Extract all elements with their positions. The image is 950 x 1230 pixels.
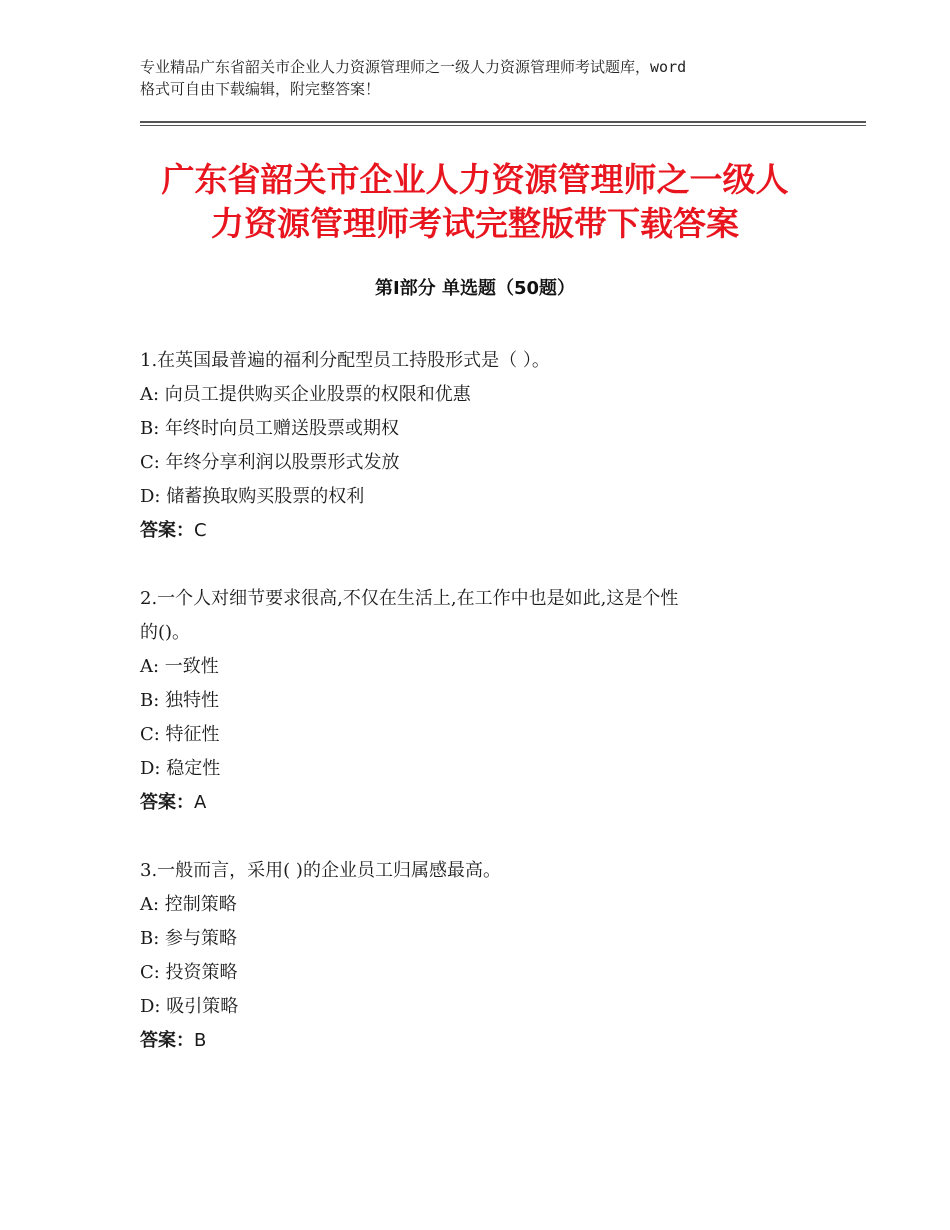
header-divider-thick — [140, 121, 866, 123]
answer-value: A — [194, 792, 207, 813]
answer-label: 答案： — [140, 1030, 194, 1051]
question-stem: 1.在英国最普遍的福利分配型员工持股形式是（ ）。 — [140, 350, 550, 371]
answer-label: 答案： — [140, 520, 194, 541]
option-c: C: 特征性 — [140, 724, 220, 745]
question-stem-continued: 的()。 — [140, 622, 191, 643]
question-stem: 3.一般而言，采用( )的企业员工归属感最高。 — [140, 860, 501, 881]
document-title — [100, 158, 850, 246]
answer-label: 答案： — [140, 792, 194, 813]
option-b: B: 年终时向员工赠送股票或期权 — [140, 418, 400, 439]
question-stem: 2.一个人对细节要求很高,不仅在生活上,在工作中也是如此,这是个性 — [140, 588, 679, 609]
question-item — [140, 344, 820, 548]
answer-line — [140, 786, 820, 820]
question-item — [140, 582, 820, 820]
document-title-line2: 力资源管理师考试完整版带下载答案 — [211, 204, 739, 243]
option-a: A: 向员工提供购买企业股票的权限和优惠 — [140, 384, 471, 405]
option-a: A: 一致性 — [140, 656, 219, 677]
section-heading: 第Ⅰ部分 单选题（50题） — [374, 278, 575, 299]
answer-value: B — [194, 1030, 207, 1051]
option-d: D: 稳定性 — [140, 758, 221, 779]
option-d: D: 吸引策略 — [140, 996, 239, 1017]
option-b: B: 参与策略 — [140, 928, 238, 949]
header-note — [140, 56, 840, 100]
option-b: B: 独特性 — [140, 690, 220, 711]
option-a: A: 控制策略 — [140, 894, 237, 915]
option-c: C: 投资策略 — [140, 962, 238, 983]
header-note-line2: 格式可自由下载编辑，附完整答案！ — [140, 80, 381, 98]
option-d: D: 储蓄换取购买股票的权利 — [140, 486, 365, 507]
document-title-line1: 广东省韶关市企业人力资源管理师之一级人 — [161, 160, 789, 199]
option-c: C: 年终分享利润以股票形式发放 — [140, 452, 400, 473]
header-note-line1: 专业精品广东省韶关市企业人力资源管理师之一级人力资源管理师考试题库，word — [140, 58, 687, 76]
answer-line — [140, 514, 820, 548]
question-item — [140, 854, 820, 1058]
header-divider-thin — [140, 125, 866, 126]
answer-line — [140, 1024, 820, 1058]
question-list — [140, 344, 820, 1092]
answer-value: C — [194, 520, 207, 541]
